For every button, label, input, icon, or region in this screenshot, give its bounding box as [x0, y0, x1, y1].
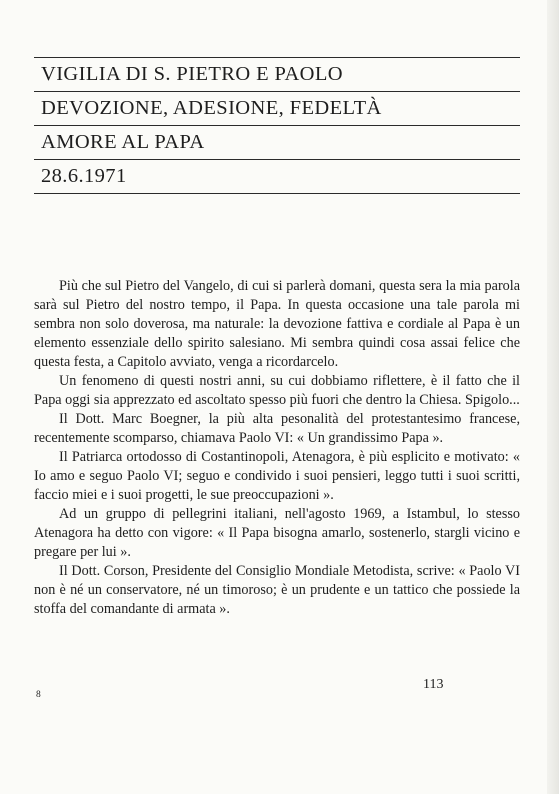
title-block — [34, 57, 520, 194]
paragraph: Il Dott. Corson, Presidente del Consiglio Mondiale Metodista, scrive: « Paolo VI non è né un conservatore, né un timoroso; è un prudente e un tattico che possiede la stoffa del comandante di armata ». — [34, 563, 520, 617]
title-rule — [34, 193, 520, 194]
title-vigil: VIGILIA DI S. PIETRO E PAOLO — [41, 63, 343, 85]
page-edge-shadow — [547, 0, 559, 794]
paragraph: Il Dott. Marc Boegner, la più alta pesonalità del protestantesimo francese, recentemente scomparso, chiamava Paolo VI: « Un grandissimo Papa ». — [34, 411, 520, 446]
paragraph: Più che sul Pietro del Vangelo, di cui si parlerà domani, questa sera la mia parola sarà sul Pietro del nostro tempo, il Papa. In questa occasione una tale parola mi sembra non solo doverosa, ma naturale: la devozione fattiva e cordiale al Papa è un elemento essenziale dello spirito salesiano. Mi sembra quindi cosa assai felice che questa festa, a Capitolo avviato, venga a ricordarcelo. — [34, 278, 520, 370]
page-number: 113 — [423, 677, 444, 692]
title-devotion: DEVOZIONE, ADESIONE, FEDELTÀ — [41, 97, 382, 119]
title-date: 28.6.1971 — [41, 165, 127, 187]
paragraph: Un fenomeno di questi nostri anni, su cui dobbiamo riflettere, è il fatto che il Papa oggi sia apprezzato ed ascoltato spesso più fuori che dentro la Chiesa. Spigolo... — [34, 373, 520, 408]
signature-mark: 8 — [36, 690, 41, 700]
body-text — [34, 277, 520, 619]
paragraph: Ad un gruppo di pellegrini italiani, nell'agosto 1969, a Istambul, lo stesso Atenagora ha detto con vigore: « Il Papa bisogna amarlo, sostenerlo, stargli vicino e pregare per lui ». — [34, 506, 520, 560]
paragraph: Il Patriarca ortodosso di Costantinopoli, Atenagora, è più esplicito e motivato: « Io amo e seguo Paolo VI; seguo e condivido i suoi pensieri, leggo tutti i suoi scritti, faccio miei e i suoi progetti, le sue preoccupazioni ». — [34, 449, 520, 503]
title-love-pope: AMORE AL PAPA — [41, 131, 205, 153]
